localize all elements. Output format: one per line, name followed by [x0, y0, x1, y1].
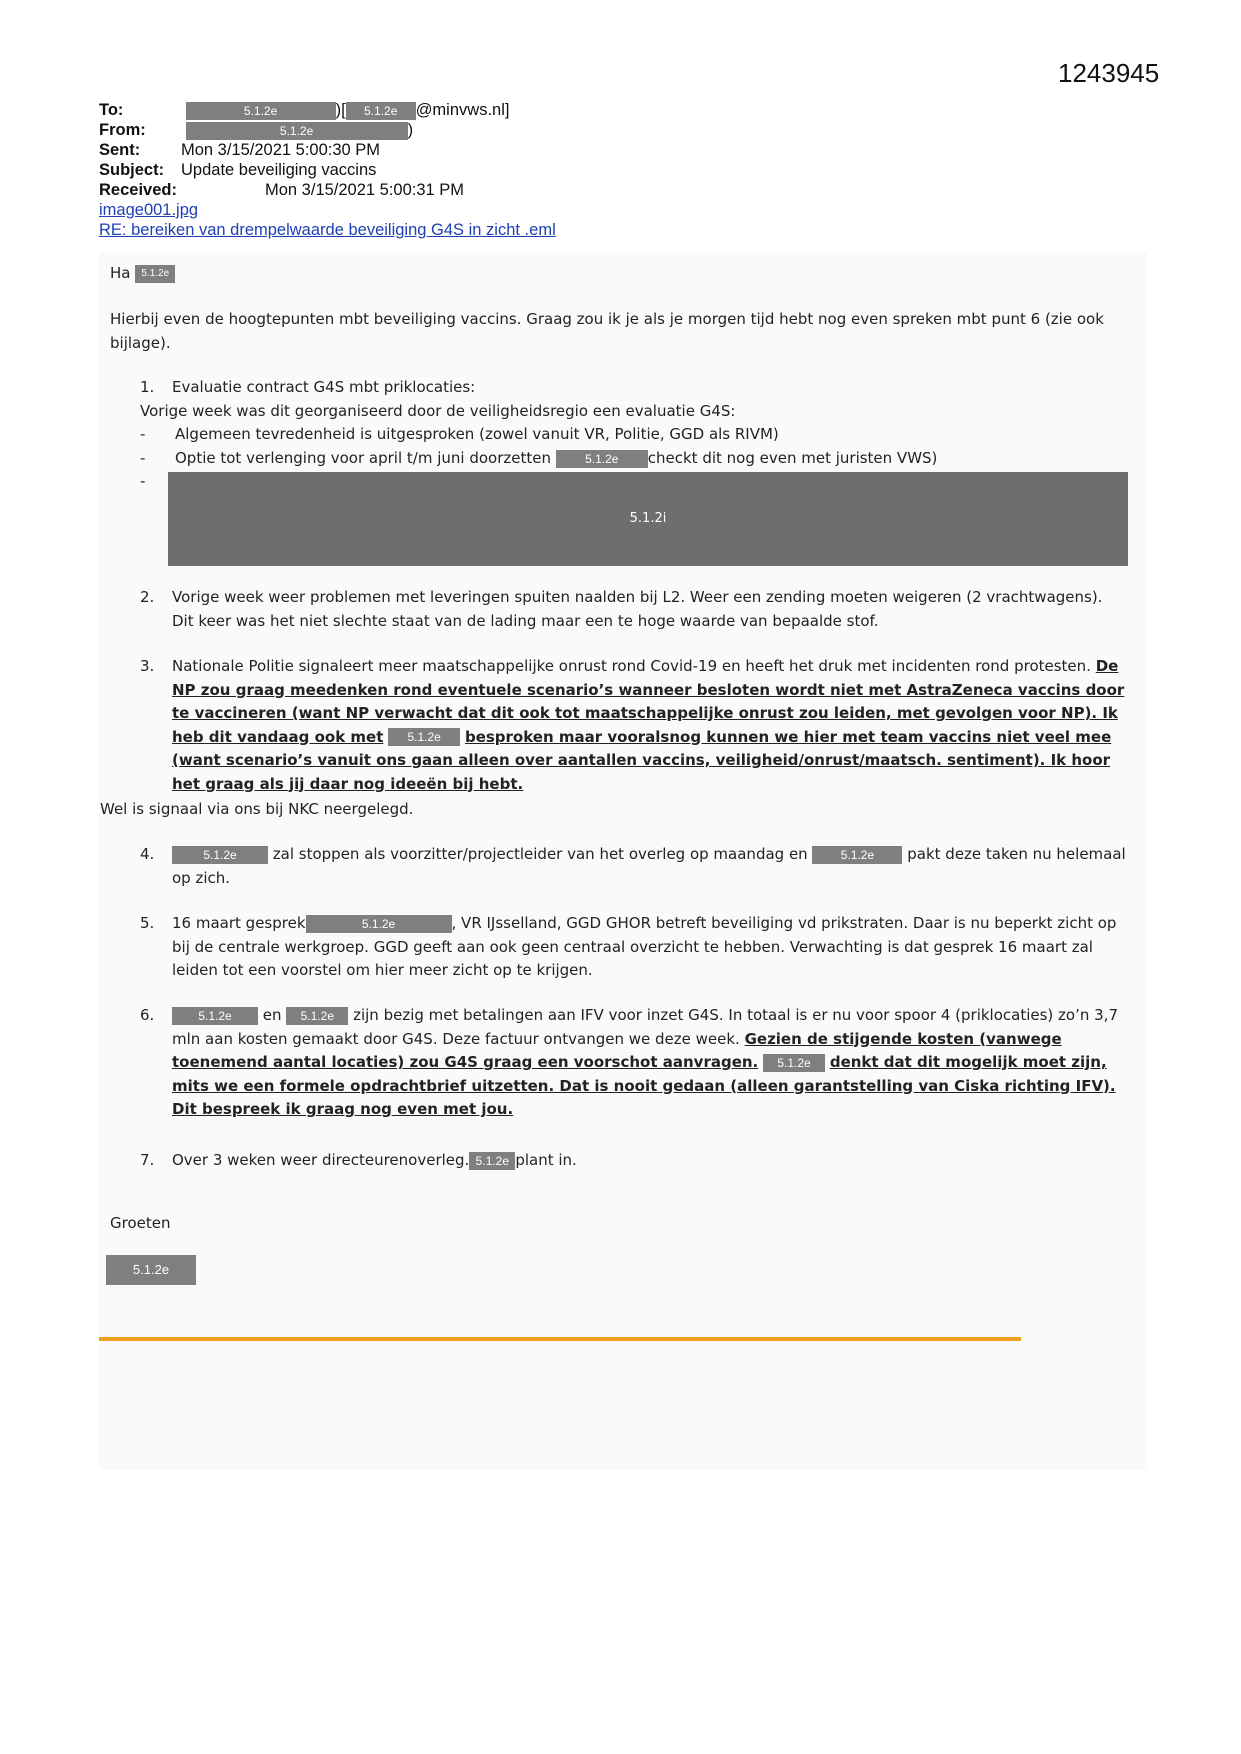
sent-label: Sent: — [99, 141, 141, 159]
bullet — [140, 423, 779, 447]
subject-row — [99, 160, 556, 180]
list-item — [140, 586, 1128, 633]
redaction: 5.1.2e — [186, 122, 408, 140]
bullet-dash: - — [140, 472, 146, 490]
list-item — [140, 376, 1128, 400]
redaction: 5.1.2e — [172, 1007, 258, 1025]
attachment-eml-link[interactable]: RE: bereiken van drempelwaarde beveiliging G4S in zicht .eml — [99, 221, 556, 239]
bullet-text: checkt dit nog even met juristen VWS) — [647, 449, 938, 467]
redaction: 5.1.2e — [388, 728, 460, 746]
item-number: 1. — [140, 378, 155, 396]
redaction-block: 5.1.2i — [168, 472, 1128, 566]
item-text-bold: Gezien de stijgende kosten (vanwege toenemend aantal locaties) zou G4S graag een voorschot aanvragen. — [172, 1029, 1062, 1071]
item-text-bold: denkt dat dit mogelijk moet zijn, mits we een formele opdrachtbrief uitzetten. Dat is nooit gedaan (alleen garantstelling van Ciska richting IFV). Dit bespreek ik graag nog even met jou. — [172, 1053, 1116, 1118]
redaction: 5.1.2e — [106, 1255, 196, 1285]
redaction: 5.1.2e — [135, 265, 175, 283]
document-id: 1243945 — [1058, 58, 1160, 88]
redaction: 5.1.2e — [556, 450, 648, 468]
item-number: 3. — [140, 657, 155, 675]
redaction: 5.1.2e — [172, 846, 268, 864]
greeting: Ha — [110, 264, 131, 282]
signature — [106, 1255, 196, 1285]
bullet-text: Algemeen tevredenheid is uitgesproken (zowel vanuit VR, Politie, GGD als RIVM) — [175, 425, 779, 443]
intro-paragraph: Hierbij even de hoogtepunten mbt beveiliging vaccins. Graag zou ik je als je morgen tijd hebt nog even spreken mbt punt 6 (zie ook bijlage). — [110, 310, 1104, 352]
bullet-dash: - — [140, 425, 146, 443]
list-item — [140, 912, 1128, 983]
bullet-dash: - — [140, 449, 146, 467]
from-label: From: — [99, 121, 146, 139]
item-text-plain: 16 maart gesprek — [172, 914, 306, 932]
item-text — [172, 1004, 1128, 1122]
received-value: Mon 3/15/2021 5:00:31 PM — [265, 181, 465, 199]
subject-label: Subject: — [99, 161, 165, 179]
item-text — [172, 1149, 1128, 1173]
from-row — [99, 120, 556, 140]
item-3-after: Wel is signaal via ons bij NKC neergelegd. — [100, 800, 414, 818]
redaction: 5.1.2e — [286, 1007, 348, 1025]
item-number: 5. — [140, 914, 155, 932]
item-text — [172, 843, 1128, 890]
item-text — [172, 655, 1128, 796]
list-item — [140, 1149, 1128, 1173]
signature-divider — [99, 1337, 1021, 1341]
bullet — [140, 447, 937, 471]
redaction: 5.1.2e — [186, 102, 336, 120]
item-text-plain: Over 3 weken weer directeurenoverleg. — [172, 1151, 470, 1169]
list-item — [140, 843, 1128, 890]
item-title: Evaluatie contract G4S mbt priklocaties: — [172, 378, 476, 396]
email-headers — [99, 100, 556, 240]
item-number: 6. — [140, 1006, 155, 1024]
item-text-plain: zijn bezig met betalingen aan IFV voor inzet G4S. In totaal is er nu voor spoor 4 (priklocaties) zo’n 3,7 mln aan kosten gemaakt door G4S. Deze factuur ontvangen we deze week. — [172, 1006, 1118, 1048]
from-suffix: ) — [407, 121, 414, 139]
item-text-plain: Nationale Politie signaleert meer maatschappelijke onrust rond Covid-19 en heeft het druk met incidenten rond protesten. — [172, 657, 1091, 675]
sent-value: Mon 3/15/2021 5:00:30 PM — [181, 141, 381, 159]
item-text-plain: pakt deze taken nu helemaal op zich. — [172, 845, 1126, 887]
received-label: Received: — [99, 181, 177, 199]
item-1-line: Vorige week was dit georganiseerd door de veiligheidsregio een evaluatie G4S: — [140, 402, 736, 420]
item-number: 4. — [140, 845, 155, 863]
sent-row — [99, 140, 556, 160]
list-item — [140, 655, 1128, 796]
greeting-line — [110, 262, 175, 286]
received-row — [99, 180, 556, 200]
item-text-plain: en — [262, 1006, 282, 1024]
subject-value: Update beveiliging vaccins — [181, 161, 377, 179]
attachment-row — [99, 200, 556, 220]
attachment-row — [99, 220, 556, 240]
redaction: 5.1.2e — [346, 102, 416, 120]
item-text-plain: plant in. — [515, 1151, 577, 1169]
redaction: 5.1.2e — [763, 1054, 825, 1072]
item-text-plain: , VR IJsselland, GGD GHOR betreft beveiliging vd prikstraten. Daar is nu beperkt zicht op bij de centrale werkgroep. GGD geeft aan ook geen centraal overzicht te hebben. Verwachting is dat gesprek 16 maart zal leiden tot een voorstel om hier meer zicht op te krijgen. — [172, 914, 1117, 979]
to-separator: )[ — [335, 101, 346, 119]
item-text-bold: De NP zou graag meedenken rond eventuele scenario’s wanneer besloten wordt niet met AstraZeneca vaccins door te vaccineren (want NP verwacht dat dit ook tot maatschappelijke onrust zou leiden, met gevolgen voor NP). Ik heb dit vandaag ook met — [172, 657, 1125, 746]
item-text: Vorige week weer problemen met leveringen spuiten naalden bij L2. Weer een zending moeten weigeren (2 vrachtwagens). Dit keer was het niet slechte staat van de lading maar een te hoge waarde van bepaalde stof. — [172, 588, 1103, 630]
redaction: 5.1.2e — [306, 915, 452, 933]
to-label: To: — [99, 101, 124, 119]
bullet-text: Optie tot verlenging voor april t/m juni doorzetten — [175, 449, 551, 467]
redaction: 5.1.2e — [812, 846, 902, 864]
attachment-image-link[interactable]: image001.jpg — [99, 201, 199, 219]
to-row — [99, 100, 556, 120]
item-text — [172, 912, 1128, 983]
list-item — [140, 1004, 1128, 1122]
item-number: 2. — [140, 588, 155, 606]
redaction: 5.1.2e — [469, 1152, 515, 1170]
closing: Groeten — [110, 1214, 171, 1232]
to-domain: @minvws.nl] — [415, 101, 510, 119]
item-text-bold: besproken maar vooralsnog kunnen we hier met team vaccins niet veel mee (want scenario’s vanuit ons gaan alleen over aantallen vaccins, veiligheid/onrust/maatsch. sentiment). Ik hoor het graag als jij daar nog ideeën bij hebt. — [172, 727, 1112, 793]
item-text-plain: zal stoppen als voorzitter/projectleider van het overleg op maandag en — [272, 845, 808, 863]
item-number: 7. — [140, 1151, 155, 1169]
